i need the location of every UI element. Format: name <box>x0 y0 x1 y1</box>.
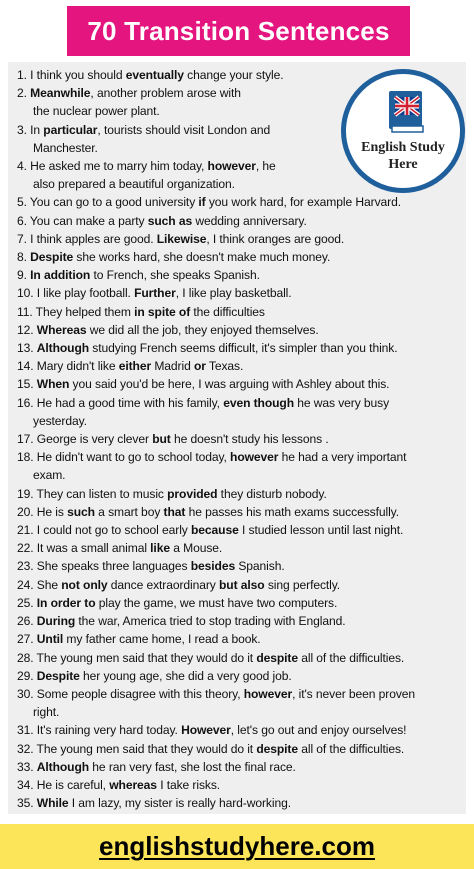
list-item <box>17 740 457 758</box>
transition-word: even though <box>223 395 294 410</box>
transition-word: in spite of <box>134 304 191 319</box>
transition-word: like <box>150 541 170 556</box>
list-item <box>17 448 457 484</box>
sentence-text: 11. They helped them <box>17 304 135 319</box>
sentence-text: , let's go out and enjoy ourselves! <box>230 723 407 738</box>
sentence-text: 35. <box>17 796 37 811</box>
sentence-text: 23. She speaks three languages <box>17 559 191 574</box>
sentence-text: she works hard, she doesn't make much money. <box>73 250 331 265</box>
sentence-text: , I think oranges are good. <box>206 231 345 246</box>
transition-word: Despite <box>30 250 74 265</box>
footer-bar <box>0 824 474 869</box>
transition-word: Meanwhile <box>30 86 91 101</box>
sentence-text: dance extraordinary <box>107 577 220 592</box>
transition-word: During <box>36 614 76 629</box>
transition-word: Despite <box>36 668 80 683</box>
transition-word: but also <box>219 577 265 592</box>
sentence-text: yesterday. <box>33 413 87 428</box>
sentence-text: 15. <box>17 377 37 392</box>
footer-website-link[interactable]: englishstudyhere.com <box>99 831 375 861</box>
transition-word: Likewise <box>156 231 207 246</box>
transition-word: despite <box>256 650 298 665</box>
transition-word: despite <box>256 741 298 756</box>
sentence-text: 20. He is <box>17 504 68 519</box>
list-item <box>17 375 457 393</box>
sentence-text: 29. <box>17 668 37 683</box>
list-item <box>17 503 457 521</box>
sentence-text: 17. George is very clever <box>17 432 153 447</box>
list-item <box>17 557 457 575</box>
logo-text-line1: English Study <box>361 140 445 155</box>
transition-word: whereas <box>109 777 157 792</box>
list-item <box>17 758 457 776</box>
sentence-continuation <box>17 703 457 721</box>
list-item <box>17 576 457 594</box>
sentence-text: to French, she speaks Spanish. <box>90 268 260 283</box>
sentence-text: her young age, she did a very good job. <box>79 668 292 683</box>
list-item <box>17 394 457 430</box>
transition-word: While <box>36 796 69 811</box>
sentence-text: 24. She <box>17 577 62 592</box>
sentence-text: 2. <box>17 86 31 101</box>
sentence-text: 4. He asked me to marry him today, <box>17 159 208 174</box>
sentence-text: 27. <box>17 632 37 647</box>
list-item <box>17 230 457 248</box>
sentence-text: they disturb nobody. <box>217 486 327 501</box>
sentence-text: I am lazy, my sister is really hard-working. <box>68 796 291 811</box>
transition-word: because <box>191 523 239 538</box>
sentence-text: the nuclear power plant. <box>33 104 160 119</box>
sentence-text: 32. The young men said that they would do it <box>17 741 257 756</box>
list-item <box>17 212 457 230</box>
sentence-text: 31. It's raining very hard today. <box>17 723 182 738</box>
sentence-text: my father came home, I read a book. <box>63 632 261 647</box>
transition-word: that <box>163 504 186 519</box>
sentence-text: studying French seems difficult, it's simpler than you think. <box>89 341 398 356</box>
transition-word: if <box>198 195 206 210</box>
transition-word: however <box>207 159 256 174</box>
sentence-text: 33. <box>17 759 37 774</box>
sentence-text: 19. They can listen to music <box>17 486 168 501</box>
list-item <box>17 776 457 794</box>
sentence-text: 8. <box>17 250 31 265</box>
sentence-text: , tourists should visit London and <box>97 122 271 137</box>
list-item <box>17 667 457 685</box>
sentence-text: 5. You can go to a good university <box>17 195 199 210</box>
sentence-text: also prepared a beautiful organization. <box>33 177 235 192</box>
transition-word: eventually <box>125 68 184 82</box>
sentence-text: he passes his math exams successfully. <box>185 504 399 519</box>
page-title: 70 Transition Sentences <box>67 6 410 56</box>
sentence-text: right. <box>33 705 60 720</box>
list-item <box>17 794 457 812</box>
list-item <box>17 303 457 321</box>
sentence-text: , another problem arose with <box>90 86 241 101</box>
logo-text-line2: Here <box>388 157 418 172</box>
transition-word: provided <box>167 486 218 501</box>
transition-word: When <box>36 377 70 392</box>
transition-word: or <box>193 359 206 374</box>
sentence-text: the war, America tried to stop trading with England. <box>75 614 346 629</box>
transition-word: but <box>152 432 171 447</box>
sentence-text: he doesn't study his lessons . <box>170 432 329 447</box>
sentence-text: he was very busy <box>293 395 390 410</box>
sentence-text: you said you'd be here, I was arguing with Ashley about this. <box>69 377 390 392</box>
sentence-text: 13. <box>17 341 37 356</box>
sentence-text: a Mouse. <box>169 541 223 556</box>
sentence-text: wedding anniversary. <box>192 213 307 228</box>
sentence-text: a smart boy <box>94 504 164 519</box>
sentence-text: 7. I think apples are good. <box>17 231 157 246</box>
sentence-text: 3. In <box>17 122 44 137</box>
transition-word: Although <box>36 341 90 356</box>
sentence-text: 28. The young men said that they would do it <box>17 650 257 665</box>
list-item <box>17 485 457 503</box>
transition-word: particular <box>43 122 98 137</box>
sentence-text: 14. Mary didn't like <box>17 359 119 374</box>
transition-word: such <box>67 504 95 519</box>
book-flag-icon <box>388 88 426 134</box>
sentence-text: all of the difficulties. <box>297 650 405 665</box>
transition-word: Although <box>36 759 90 774</box>
transition-word: not only <box>61 577 108 592</box>
transition-word: either <box>118 359 152 374</box>
sentence-text: Manchester. <box>33 140 98 155</box>
transition-word: In order to <box>36 595 96 610</box>
transition-word: Until <box>36 632 64 647</box>
sentence-text: Spanish. <box>235 559 285 574</box>
sentence-text: I take risks. <box>156 777 221 792</box>
sentence-text: 10. I like play football. <box>17 286 135 301</box>
list-item <box>17 266 457 284</box>
transition-word: however <box>243 686 293 701</box>
sentence-continuation <box>17 466 457 484</box>
sentence-text: you work hard, for example Harvard. <box>205 195 401 210</box>
transition-word: besides <box>190 559 236 574</box>
sentence-text: 9. <box>17 268 31 283</box>
transition-word: such as <box>147 213 193 228</box>
sentence-text: I studied lesson until last night. <box>238 523 404 538</box>
transition-word: Further <box>134 286 176 301</box>
sentence-text: he ran very fast, she lost the final race. <box>89 759 296 774</box>
sentence-text: Texas. <box>205 359 244 374</box>
sentence-text: 22. It was a small animal <box>17 541 151 556</box>
list-item <box>17 539 457 557</box>
transition-word: In addition <box>30 268 91 283</box>
sentence-text: play the game, we must have two computers. <box>95 595 338 610</box>
list-item <box>17 430 457 448</box>
list-item <box>17 339 457 357</box>
list-item <box>17 685 457 721</box>
list-item <box>17 321 457 339</box>
list-item <box>17 284 457 302</box>
sentence-text: , I like play basketball. <box>175 286 292 301</box>
sentence-text: Madrid <box>151 359 194 374</box>
logo <box>341 69 465 193</box>
sentence-continuation <box>17 412 457 430</box>
list-item <box>17 630 457 648</box>
sentence-text: 1. I think you should <box>17 68 126 82</box>
sentence-text: 34. He is careful, <box>17 777 110 792</box>
sentence-text: 6. You can make a party <box>17 213 148 228</box>
sentence-text: change your style. <box>183 68 284 82</box>
list-item <box>17 357 457 375</box>
sentence-text: he had a very important <box>278 450 407 465</box>
sentence-text: 12. <box>17 322 37 337</box>
sentence-text: 21. I could not go to school early <box>17 523 191 538</box>
sentence-text: 18. He didn't want to go to school today, <box>17 450 231 465</box>
sentence-text: exam. <box>33 468 66 483</box>
list-item <box>17 721 457 739</box>
sentence-text: all of the difficulties. <box>297 741 405 756</box>
list-item <box>17 594 457 612</box>
list-item <box>17 612 457 630</box>
list-item <box>17 649 457 667</box>
sentence-text: the difficulties <box>190 304 265 319</box>
sentence-text: , it's never been proven <box>292 686 416 701</box>
sentence-text: we did all the job, they enjoyed themselves. <box>86 322 319 337</box>
list-item <box>17 521 457 539</box>
sentence-text: sing perfectly. <box>264 577 341 592</box>
transition-word: however <box>230 450 279 465</box>
sentence-text: 25. <box>17 595 37 610</box>
list-item <box>17 193 457 211</box>
transition-word: Whereas <box>36 322 87 337</box>
sentence-text: 30. Some people disagree with this theory, <box>17 686 244 701</box>
transition-word: However <box>181 723 231 738</box>
sentence-text: , he <box>255 159 276 174</box>
sentence-text: 16. He had a good time with his family, <box>17 395 224 410</box>
list-item <box>17 248 457 266</box>
sentence-text: 26. <box>17 614 37 629</box>
